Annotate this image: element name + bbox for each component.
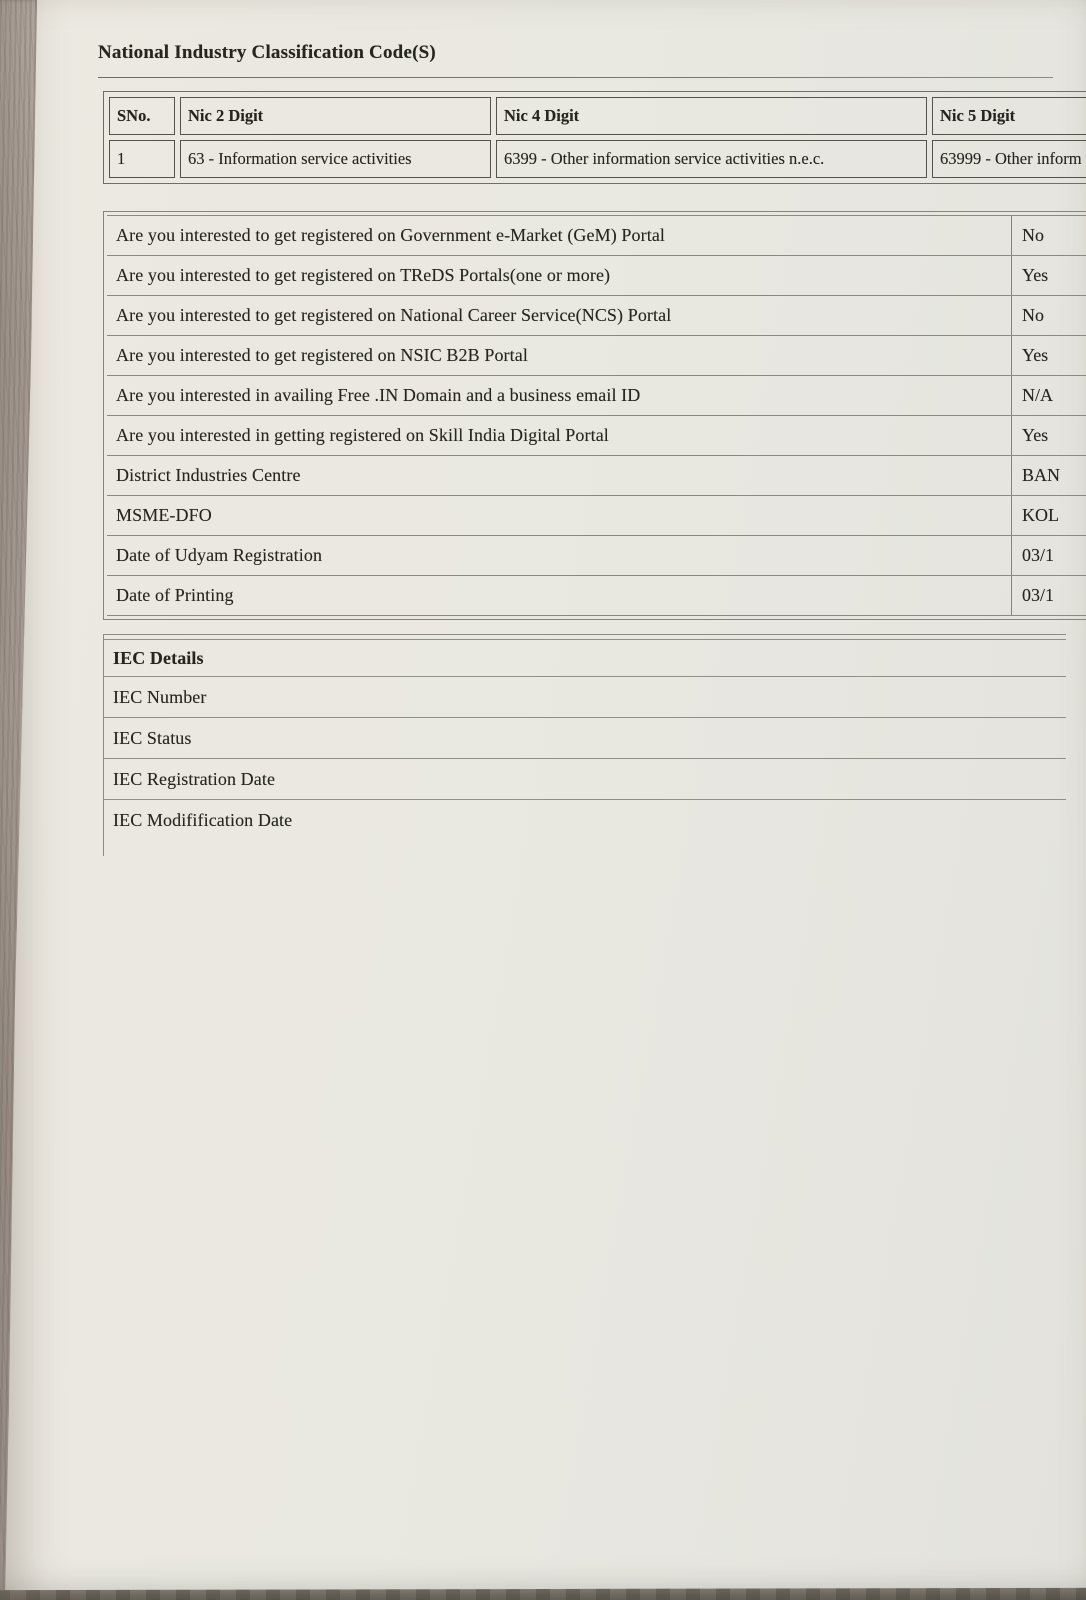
nic-cell-4digit: 6399 - Other information service activities n.e.c. (496, 140, 927, 178)
answer-value: Yes (1011, 416, 1086, 455)
nic-cell-sno: 1 (109, 140, 175, 178)
nic-cell-2digit: 63 - Information service activities (180, 140, 491, 178)
nic-header-row (109, 97, 1086, 135)
registration-preferences-table (103, 211, 1086, 620)
nic-cell-5digit: 63999 - Other inform (932, 140, 1086, 178)
question-label: Are you interested in getting registered on Skill India Digital Portal (116, 425, 609, 445)
table-row (107, 375, 1086, 415)
answer-value: Yes (1011, 336, 1086, 375)
nic-header-2digit: Nic 2 Digit (180, 97, 491, 135)
iec-row-label: IEC Status (104, 717, 1066, 758)
question-label: Date of Printing (116, 585, 234, 605)
question-label: Are you interested to get registered on NSIC B2B Portal (116, 345, 528, 365)
question-label: Are you interested in availing Free .IN Domain and a business email ID (116, 385, 641, 405)
iec-row-label: IEC Registration Date (104, 758, 1066, 799)
nic-header-5digit: Nic 5 Digit (932, 97, 1086, 135)
iec-row-label: IEC Modifification Date (104, 799, 1066, 840)
table-row (107, 295, 1086, 335)
iec-row-label: IEC Number (104, 676, 1066, 717)
nic-table-grid (104, 92, 1086, 183)
answer-value: 03/1 (1011, 576, 1086, 615)
question-label: District Industries Centre (116, 465, 301, 485)
answer-value: BAN (1011, 456, 1086, 495)
answer-value: 03/1 (1011, 536, 1086, 575)
question-label: Date of Udyam Registration (116, 545, 323, 565)
title-underline (98, 77, 1053, 78)
section-title: National Industry Classification Code(S) (98, 42, 436, 63)
answer-value: No (1011, 296, 1086, 335)
question-label: Are you interested to get registered on Government e-Market (GeM) Portal (116, 225, 666, 245)
scan-edge-left (0, 0, 40, 1600)
table-row (107, 535, 1086, 575)
question-label: MSME-DFO (116, 505, 212, 525)
answer-value: Yes (1011, 256, 1086, 295)
table-row (107, 575, 1086, 616)
question-label: Are you interested to get registered on National Career Service(NCS) Portal (116, 305, 672, 325)
answer-value: N/A (1011, 376, 1086, 415)
answer-value: KOL (1011, 496, 1086, 535)
table-row (107, 455, 1086, 495)
nic-header-4digit: Nic 4 Digit (496, 97, 927, 135)
table-row (107, 215, 1086, 255)
table-row (107, 495, 1086, 535)
iec-details-table (103, 634, 1066, 856)
nic-code-table (103, 91, 1086, 184)
question-label: Are you interested to get registered on TReDS Portals(one or more) (116, 265, 611, 285)
table-row (107, 335, 1086, 375)
table-row (107, 415, 1086, 455)
iec-details-title: IEC Details (104, 639, 1066, 676)
nic-header-sno: SNo. (109, 97, 175, 135)
answer-value: No (1011, 216, 1086, 255)
scan-edge-bottom (0, 1588, 1086, 1600)
nic-data-row (109, 140, 1086, 178)
table-row (107, 255, 1086, 295)
